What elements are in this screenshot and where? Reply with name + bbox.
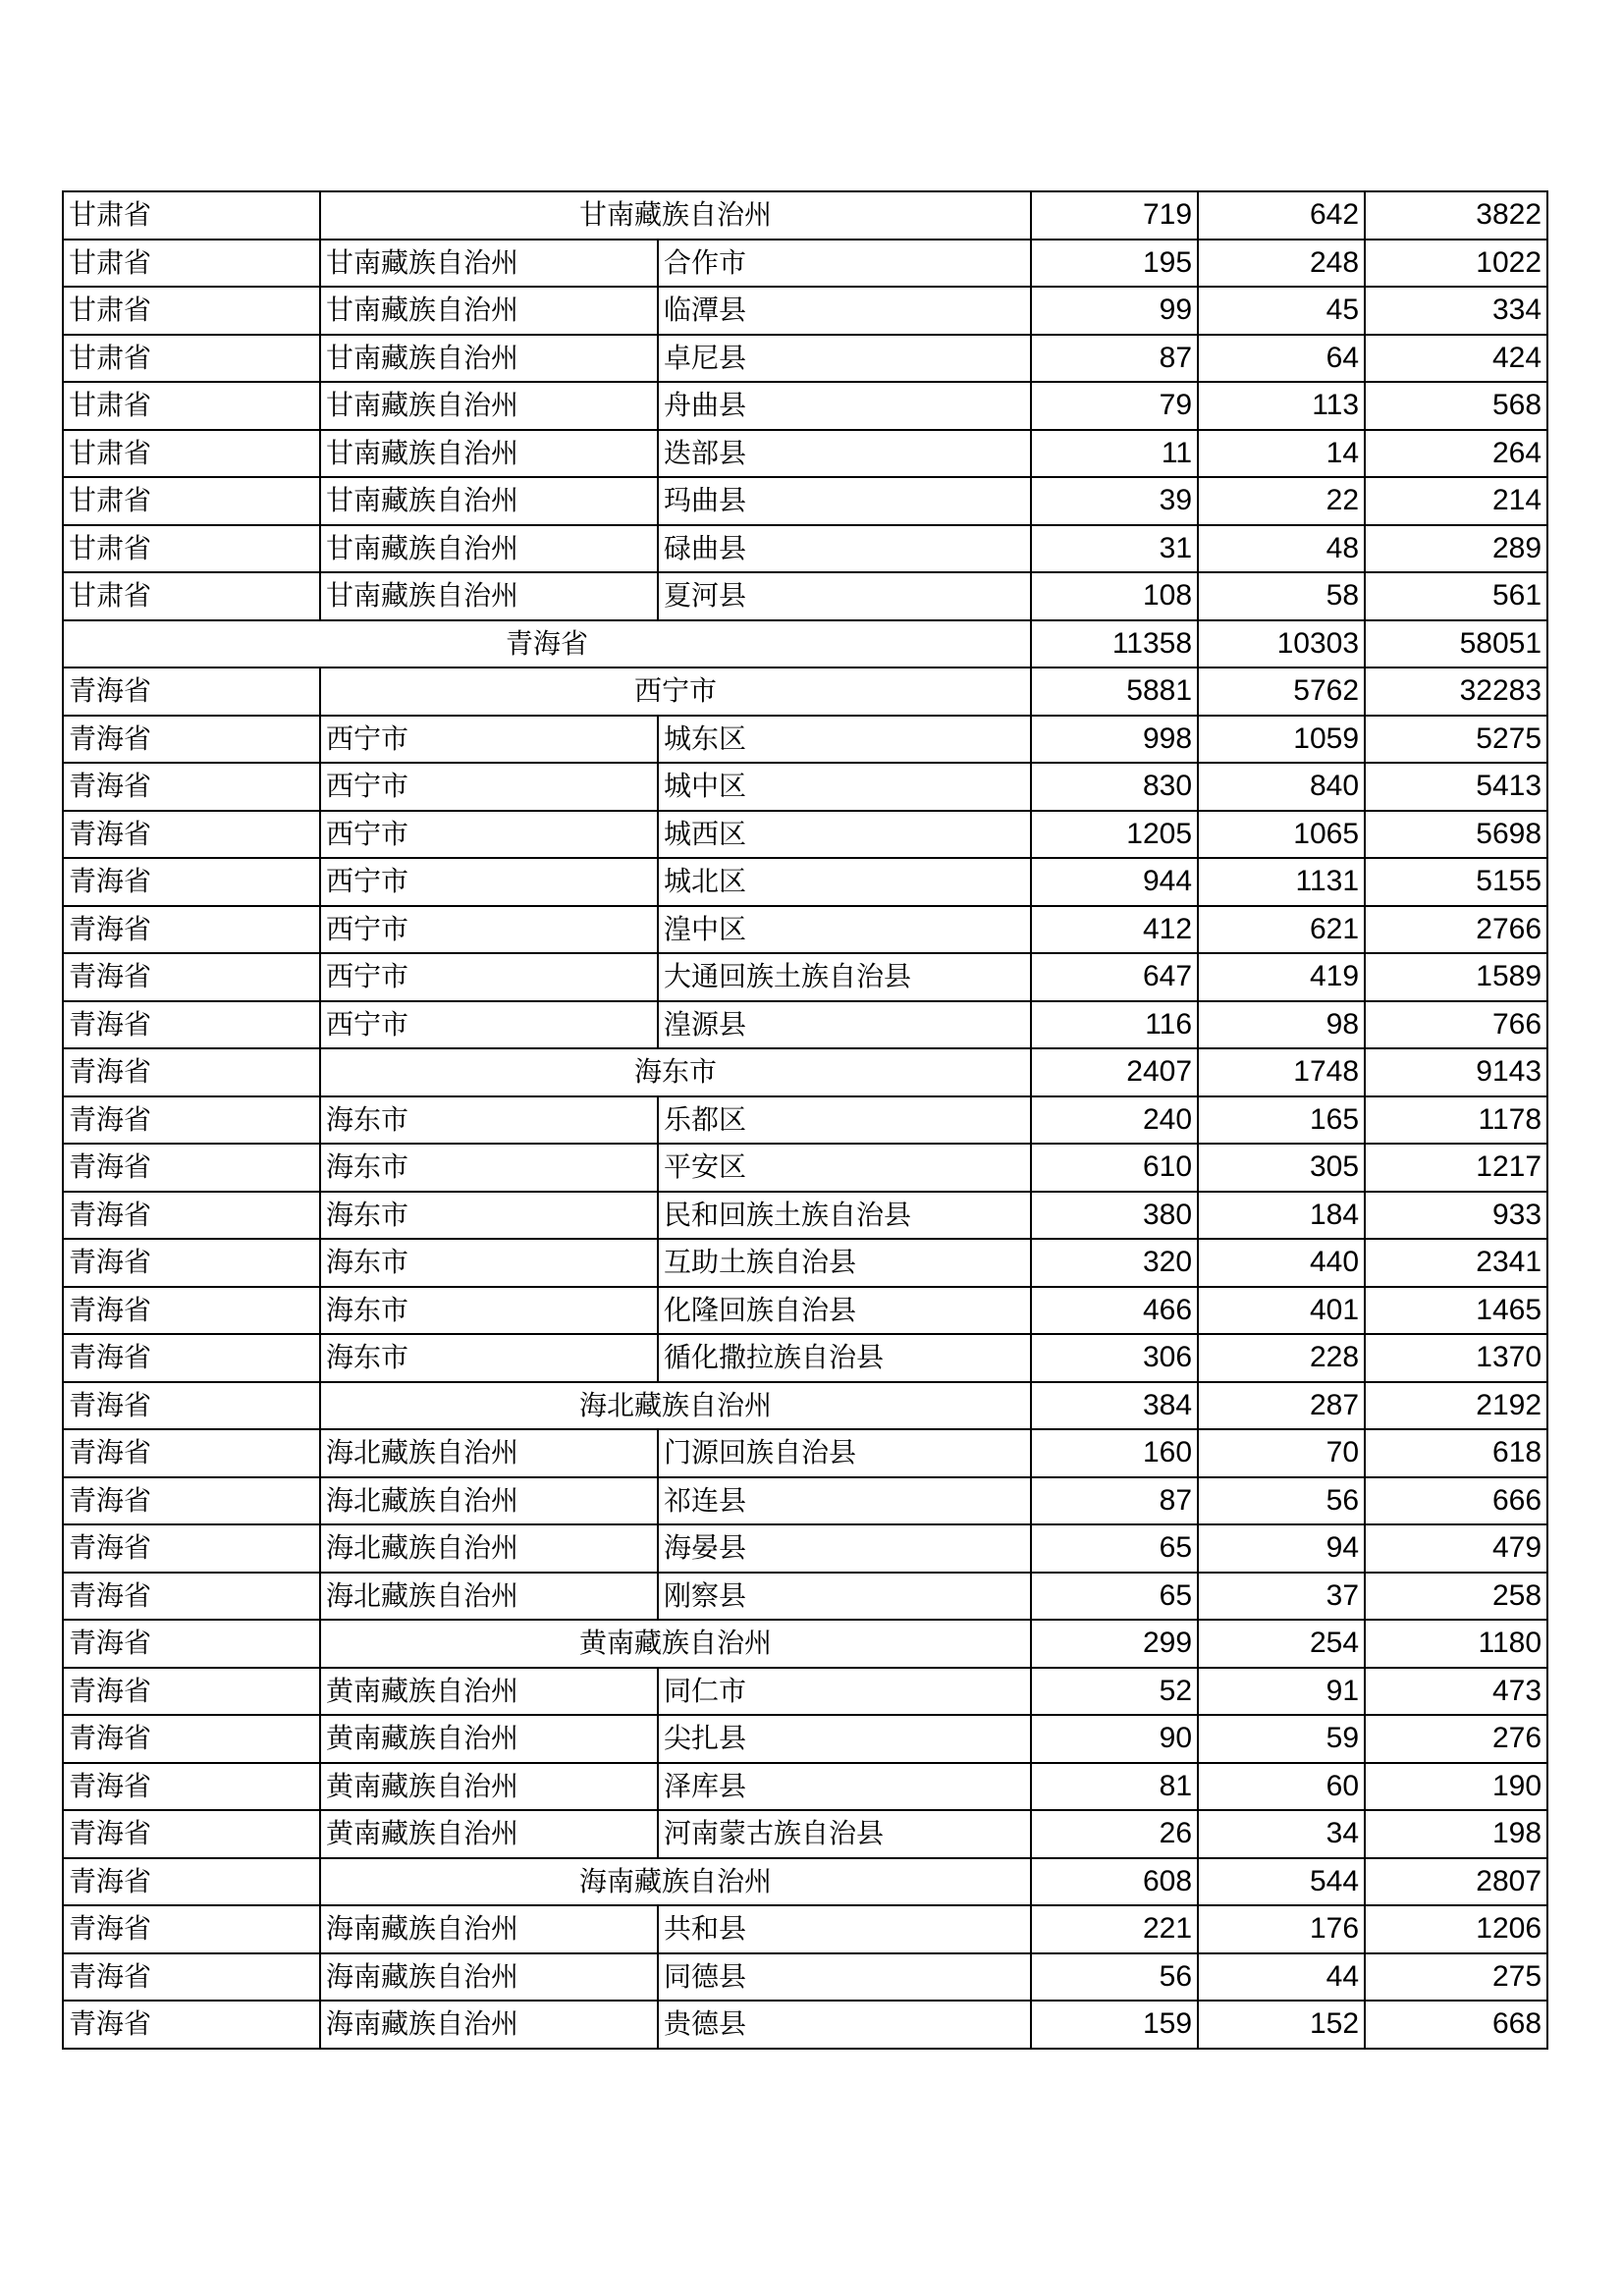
- value-cell-1: 160: [1031, 1429, 1198, 1477]
- value-cell-3: 668: [1365, 2001, 1547, 2049]
- value-cell-1: 65: [1031, 1573, 1198, 1621]
- value-cell-1: 466: [1031, 1287, 1198, 1335]
- province-cell: 甘肃省: [63, 335, 320, 383]
- county-cell: 合作市: [658, 240, 1031, 288]
- province-cell: 青海省: [63, 1144, 320, 1192]
- county-cell: 化隆回族自治县: [658, 1287, 1031, 1335]
- province-cell: 青海省: [63, 1953, 320, 2002]
- county-cell: 同仁市: [658, 1668, 1031, 1716]
- county-row: [63, 1239, 1547, 1287]
- city-cell: 西宁市: [320, 858, 658, 906]
- value-cell-3: 666: [1365, 1477, 1547, 1525]
- county-row: [63, 572, 1547, 620]
- city-cell: 西宁市: [320, 906, 658, 954]
- city-cell: 西宁市: [320, 1001, 658, 1049]
- value-cell-1: 1205: [1031, 811, 1198, 859]
- city-total-cell: 黄南藏族自治州: [320, 1620, 1031, 1668]
- value-cell-2: 58: [1198, 572, 1365, 620]
- city-total-cell: 西宁市: [320, 667, 1031, 716]
- city-row: [63, 1382, 1547, 1430]
- province-cell: 甘肃省: [63, 525, 320, 573]
- city-cell: 甘南藏族自治州: [320, 525, 658, 573]
- province-cell: 青海省: [63, 1048, 320, 1096]
- value-cell-2: 37: [1198, 1573, 1365, 1621]
- value-cell-3: 58051: [1365, 620, 1547, 668]
- value-cell-1: 56: [1031, 1953, 1198, 2002]
- value-cell-3: 424: [1365, 335, 1547, 383]
- value-cell-1: 240: [1031, 1096, 1198, 1145]
- value-cell-2: 1131: [1198, 858, 1365, 906]
- city-cell: 海东市: [320, 1287, 658, 1335]
- city-cell: 黄南藏族自治州: [320, 1763, 658, 1811]
- value-cell-2: 59: [1198, 1715, 1365, 1763]
- county-row: [63, 382, 1547, 430]
- value-cell-3: 258: [1365, 1573, 1547, 1621]
- value-cell-1: 647: [1031, 953, 1198, 1001]
- county-row: [63, 1096, 1547, 1145]
- value-cell-2: 305: [1198, 1144, 1365, 1192]
- value-cell-2: 5762: [1198, 667, 1365, 716]
- province-cell: 青海省: [63, 1524, 320, 1573]
- county-cell: 城西区: [658, 811, 1031, 859]
- value-cell-3: 2807: [1365, 1858, 1547, 1906]
- value-cell-2: 10303: [1198, 620, 1365, 668]
- value-cell-1: 108: [1031, 572, 1198, 620]
- city-cell: 海东市: [320, 1334, 658, 1382]
- city-cell: 海东市: [320, 1192, 658, 1240]
- province-cell: 青海省: [63, 1763, 320, 1811]
- value-cell-3: 289: [1365, 525, 1547, 573]
- county-row: [63, 1334, 1547, 1382]
- value-cell-1: 380: [1031, 1192, 1198, 1240]
- county-cell: 刚察县: [658, 1573, 1031, 1621]
- value-cell-3: 334: [1365, 287, 1547, 335]
- county-row: [63, 1715, 1547, 1763]
- value-cell-1: 39: [1031, 477, 1198, 525]
- value-cell-3: 1465: [1365, 1287, 1547, 1335]
- value-cell-2: 840: [1198, 763, 1365, 811]
- value-cell-3: 2192: [1365, 1382, 1547, 1430]
- province-cell: 青海省: [63, 716, 320, 764]
- province-row: [63, 620, 1547, 668]
- value-cell-1: 52: [1031, 1668, 1198, 1716]
- county-cell: 循化撒拉族自治县: [658, 1334, 1031, 1382]
- province-cell: 青海省: [63, 906, 320, 954]
- value-cell-3: 190: [1365, 1763, 1547, 1811]
- county-row: [63, 1810, 1547, 1858]
- value-cell-3: 1180: [1365, 1620, 1547, 1668]
- value-cell-3: 2341: [1365, 1239, 1547, 1287]
- county-row: [63, 1763, 1547, 1811]
- value-cell-2: 45: [1198, 287, 1365, 335]
- city-cell: 黄南藏族自治州: [320, 1668, 658, 1716]
- value-cell-3: 5698: [1365, 811, 1547, 859]
- province-cell: 青海省: [63, 1810, 320, 1858]
- city-cell: 甘南藏族自治州: [320, 382, 658, 430]
- province-cell: 甘肃省: [63, 287, 320, 335]
- province-cell: 甘肃省: [63, 477, 320, 525]
- city-cell: 海北藏族自治州: [320, 1524, 658, 1573]
- county-row: [63, 811, 1547, 859]
- province-cell: 甘肃省: [63, 430, 320, 478]
- value-cell-2: 621: [1198, 906, 1365, 954]
- county-row: [63, 477, 1547, 525]
- province-cell: 青海省: [63, 1429, 320, 1477]
- county-cell: 城中区: [658, 763, 1031, 811]
- city-cell: 甘南藏族自治州: [320, 240, 658, 288]
- city-total-cell: 海南藏族自治州: [320, 1858, 1031, 1906]
- value-cell-3: 561: [1365, 572, 1547, 620]
- county-cell: 互助土族自治县: [658, 1239, 1031, 1287]
- value-cell-2: 254: [1198, 1620, 1365, 1668]
- province-cell: 青海省: [63, 1001, 320, 1049]
- city-cell: 海东市: [320, 1096, 658, 1145]
- value-cell-1: 998: [1031, 716, 1198, 764]
- value-cell-2: 44: [1198, 1953, 1365, 2002]
- value-cell-2: 94: [1198, 1524, 1365, 1573]
- city-cell: 海东市: [320, 1144, 658, 1192]
- county-cell: 夏河县: [658, 572, 1031, 620]
- county-row: [63, 763, 1547, 811]
- value-cell-1: 11358: [1031, 620, 1198, 668]
- value-cell-1: 79: [1031, 382, 1198, 430]
- province-cell: 青海省: [63, 667, 320, 716]
- value-cell-2: 176: [1198, 1905, 1365, 1953]
- city-row: [63, 1048, 1547, 1096]
- province-cell: 青海省: [63, 1239, 320, 1287]
- county-cell: 门源回族自治县: [658, 1429, 1031, 1477]
- value-cell-3: 2766: [1365, 906, 1547, 954]
- county-row: [63, 716, 1547, 764]
- county-row: [63, 1668, 1547, 1716]
- county-cell: 城北区: [658, 858, 1031, 906]
- county-cell: 尖扎县: [658, 1715, 1031, 1763]
- county-cell: 共和县: [658, 1905, 1031, 1953]
- city-row: [63, 667, 1547, 716]
- province-cell: 青海省: [63, 1715, 320, 1763]
- value-cell-2: 419: [1198, 953, 1365, 1001]
- value-cell-3: 198: [1365, 1810, 1547, 1858]
- province-cell: 青海省: [63, 858, 320, 906]
- county-cell: 城东区: [658, 716, 1031, 764]
- county-row: [63, 906, 1547, 954]
- value-cell-3: 1206: [1365, 1905, 1547, 1953]
- county-row: [63, 1001, 1547, 1049]
- county-cell: 舟曲县: [658, 382, 1031, 430]
- county-row: [63, 1429, 1547, 1477]
- value-cell-1: 116: [1031, 1001, 1198, 1049]
- value-cell-1: 320: [1031, 1239, 1198, 1287]
- county-cell: 泽库县: [658, 1763, 1031, 1811]
- county-row: [63, 858, 1547, 906]
- city-row: [63, 1858, 1547, 1906]
- value-cell-3: 214: [1365, 477, 1547, 525]
- value-cell-1: 384: [1031, 1382, 1198, 1430]
- province-cell: 青海省: [63, 953, 320, 1001]
- city-cell: 西宁市: [320, 811, 658, 859]
- province-cell: 甘肃省: [63, 191, 320, 240]
- province-cell: 甘肃省: [63, 382, 320, 430]
- value-cell-3: 264: [1365, 430, 1547, 478]
- city-cell: 海北藏族自治州: [320, 1429, 658, 1477]
- value-cell-2: 1748: [1198, 1048, 1365, 1096]
- value-cell-2: 56: [1198, 1477, 1365, 1525]
- value-cell-1: 944: [1031, 858, 1198, 906]
- value-cell-3: 5413: [1365, 763, 1547, 811]
- city-total-cell: 甘南藏族自治州: [320, 191, 1031, 240]
- value-cell-3: 1589: [1365, 953, 1547, 1001]
- value-cell-1: 306: [1031, 1334, 1198, 1382]
- value-cell-3: 3822: [1365, 191, 1547, 240]
- county-cell: 湟源县: [658, 1001, 1031, 1049]
- county-cell: 迭部县: [658, 430, 1031, 478]
- value-cell-1: 5881: [1031, 667, 1198, 716]
- value-cell-2: 1065: [1198, 811, 1365, 859]
- city-cell: 甘南藏族自治州: [320, 477, 658, 525]
- city-row: [63, 1620, 1547, 1668]
- value-cell-2: 248: [1198, 240, 1365, 288]
- value-cell-2: 228: [1198, 1334, 1365, 1382]
- province-cell: 青海省: [63, 1668, 320, 1716]
- province-cell: 青海省: [63, 1573, 320, 1621]
- province-cell: 青海省: [63, 2001, 320, 2049]
- county-cell: 乐都区: [658, 1096, 1031, 1145]
- value-cell-3: 1178: [1365, 1096, 1547, 1145]
- value-cell-3: 473: [1365, 1668, 1547, 1716]
- value-cell-2: 401: [1198, 1287, 1365, 1335]
- value-cell-2: 165: [1198, 1096, 1365, 1145]
- value-cell-1: 31: [1031, 525, 1198, 573]
- county-cell: 同德县: [658, 1953, 1031, 2002]
- county-row: [63, 1144, 1547, 1192]
- county-row: [63, 287, 1547, 335]
- value-cell-1: 11: [1031, 430, 1198, 478]
- county-row: [63, 240, 1547, 288]
- value-cell-1: 99: [1031, 287, 1198, 335]
- value-cell-1: 87: [1031, 1477, 1198, 1525]
- value-cell-1: 719: [1031, 191, 1198, 240]
- value-cell-3: 618: [1365, 1429, 1547, 1477]
- value-cell-3: 5155: [1365, 858, 1547, 906]
- county-row: [63, 525, 1547, 573]
- city-cell: 黄南藏族自治州: [320, 1810, 658, 1858]
- value-cell-2: 287: [1198, 1382, 1365, 1430]
- value-cell-2: 1059: [1198, 716, 1365, 764]
- county-row: [63, 430, 1547, 478]
- county-cell: 碌曲县: [658, 525, 1031, 573]
- province-cell: 甘肃省: [63, 240, 320, 288]
- value-cell-2: 64: [1198, 335, 1365, 383]
- city-cell: 甘南藏族自治州: [320, 287, 658, 335]
- province-cell: 青海省: [63, 1096, 320, 1145]
- value-cell-1: 159: [1031, 2001, 1198, 2049]
- value-cell-1: 608: [1031, 1858, 1198, 1906]
- data-table: [62, 190, 1548, 2050]
- value-cell-3: 568: [1365, 382, 1547, 430]
- county-cell: 大通回族土族自治县: [658, 953, 1031, 1001]
- county-cell: 祁连县: [658, 1477, 1031, 1525]
- city-cell: 黄南藏族自治州: [320, 1715, 658, 1763]
- city-cell: 海东市: [320, 1239, 658, 1287]
- value-cell-2: 440: [1198, 1239, 1365, 1287]
- value-cell-2: 60: [1198, 1763, 1365, 1811]
- value-cell-1: 26: [1031, 1810, 1198, 1858]
- value-cell-1: 299: [1031, 1620, 1198, 1668]
- city-cell: 海北藏族自治州: [320, 1573, 658, 1621]
- value-cell-1: 610: [1031, 1144, 1198, 1192]
- city-cell: 甘南藏族自治州: [320, 572, 658, 620]
- value-cell-2: 14: [1198, 430, 1365, 478]
- city-row: [63, 191, 1547, 240]
- value-cell-2: 91: [1198, 1668, 1365, 1716]
- county-row: [63, 2001, 1547, 2049]
- value-cell-2: 34: [1198, 1810, 1365, 1858]
- city-total-cell: 海东市: [320, 1048, 1031, 1096]
- county-cell: 卓尼县: [658, 335, 1031, 383]
- value-cell-1: 195: [1031, 240, 1198, 288]
- county-cell: 湟中区: [658, 906, 1031, 954]
- value-cell-1: 412: [1031, 906, 1198, 954]
- value-cell-1: 81: [1031, 1763, 1198, 1811]
- county-cell: 贵德县: [658, 2001, 1031, 2049]
- province-cell: 青海省: [63, 1905, 320, 1953]
- province-cell: 青海省: [63, 811, 320, 859]
- value-cell-3: 9143: [1365, 1048, 1547, 1096]
- county-row: [63, 1477, 1547, 1525]
- city-cell: 海北藏族自治州: [320, 1477, 658, 1525]
- county-row: [63, 1192, 1547, 1240]
- county-row: [63, 1905, 1547, 1953]
- value-cell-2: 184: [1198, 1192, 1365, 1240]
- county-row: [63, 335, 1547, 383]
- value-cell-2: 152: [1198, 2001, 1365, 2049]
- county-cell: 河南蒙古族自治县: [658, 1810, 1031, 1858]
- value-cell-2: 98: [1198, 1001, 1365, 1049]
- value-cell-3: 933: [1365, 1192, 1547, 1240]
- value-cell-3: 276: [1365, 1715, 1547, 1763]
- value-cell-1: 90: [1031, 1715, 1198, 1763]
- city-cell: 甘南藏族自治州: [320, 335, 658, 383]
- value-cell-2: 544: [1198, 1858, 1365, 1906]
- county-cell: 平安区: [658, 1144, 1031, 1192]
- province-cell: 甘肃省: [63, 572, 320, 620]
- city-cell: 海南藏族自治州: [320, 1905, 658, 1953]
- city-cell: 海南藏族自治州: [320, 2001, 658, 2049]
- value-cell-3: 1022: [1365, 240, 1547, 288]
- province-cell: 青海省: [63, 763, 320, 811]
- value-cell-2: 48: [1198, 525, 1365, 573]
- county-cell: 玛曲县: [658, 477, 1031, 525]
- value-cell-2: 113: [1198, 382, 1365, 430]
- province-cell: 青海省: [63, 1620, 320, 1668]
- city-cell: 海南藏族自治州: [320, 1953, 658, 2002]
- value-cell-1: 65: [1031, 1524, 1198, 1573]
- county-row: [63, 1573, 1547, 1621]
- county-cell: 海晏县: [658, 1524, 1031, 1573]
- value-cell-3: 1370: [1365, 1334, 1547, 1382]
- value-cell-2: 642: [1198, 191, 1365, 240]
- province-total-cell: 青海省: [63, 620, 1031, 668]
- value-cell-3: 32283: [1365, 667, 1547, 716]
- county-row: [63, 1953, 1547, 2002]
- province-cell: 青海省: [63, 1287, 320, 1335]
- county-cell: 临潭县: [658, 287, 1031, 335]
- value-cell-1: 221: [1031, 1905, 1198, 1953]
- city-cell: 西宁市: [320, 953, 658, 1001]
- city-cell: 西宁市: [320, 716, 658, 764]
- city-cell: 西宁市: [320, 763, 658, 811]
- table-body: [63, 191, 1547, 2049]
- value-cell-3: 1217: [1365, 1144, 1547, 1192]
- value-cell-3: 479: [1365, 1524, 1547, 1573]
- county-cell: 民和回族土族自治县: [658, 1192, 1031, 1240]
- value-cell-1: 830: [1031, 763, 1198, 811]
- county-row: [63, 1287, 1547, 1335]
- value-cell-1: 2407: [1031, 1048, 1198, 1096]
- value-cell-1: 87: [1031, 335, 1198, 383]
- value-cell-2: 70: [1198, 1429, 1365, 1477]
- value-cell-3: 275: [1365, 1953, 1547, 2002]
- province-cell: 青海省: [63, 1858, 320, 1906]
- province-cell: 青海省: [63, 1382, 320, 1430]
- province-cell: 青海省: [63, 1477, 320, 1525]
- county-row: [63, 953, 1547, 1001]
- province-cell: 青海省: [63, 1334, 320, 1382]
- value-cell-2: 22: [1198, 477, 1365, 525]
- county-row: [63, 1524, 1547, 1573]
- value-cell-3: 5275: [1365, 716, 1547, 764]
- city-cell: 甘南藏族自治州: [320, 430, 658, 478]
- value-cell-3: 766: [1365, 1001, 1547, 1049]
- province-cell: 青海省: [63, 1192, 320, 1240]
- city-total-cell: 海北藏族自治州: [320, 1382, 1031, 1430]
